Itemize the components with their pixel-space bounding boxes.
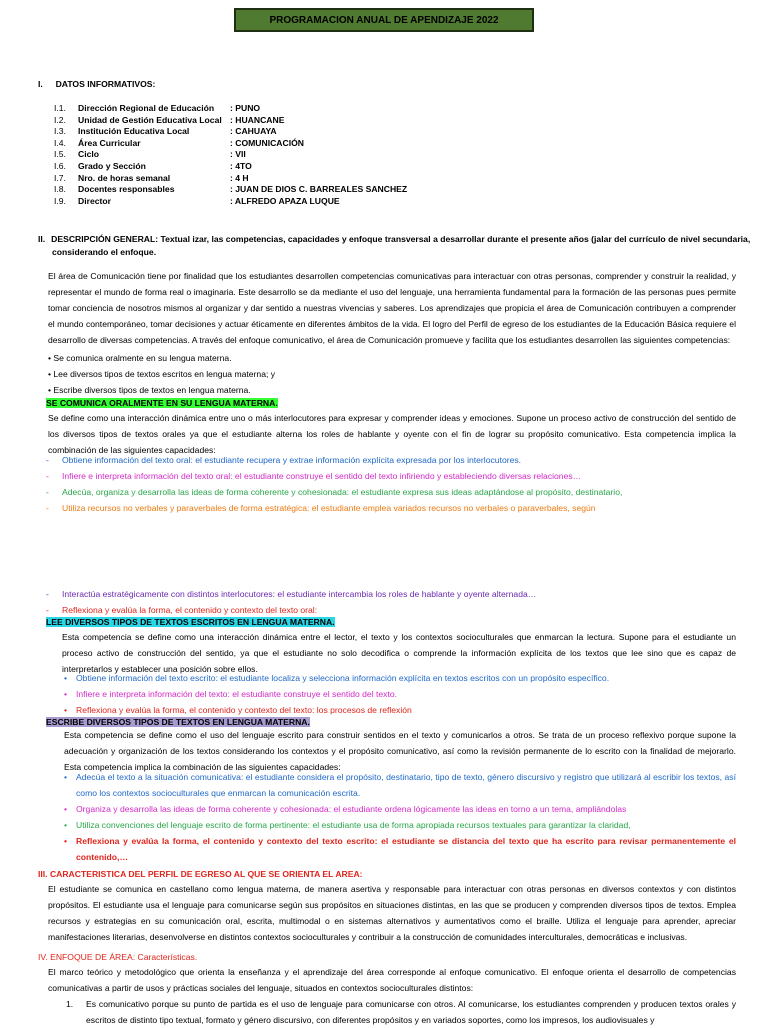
list-item: - Adecúa, organiza y desarrolla las ideas de forma coherente y cohesionada: el estudiante expresa sus ideas adaptándose al propósito, destinatario, [46, 487, 623, 497]
list-item: • Organiza y desarrolla las ideas de forma coherente y cohesionada: el estudiante ordena lógicamente las ideas en torno a un tema, ampliándolas [64, 804, 627, 814]
list-item: - Utiliza recursos no verbales y paraverbales de forma estratégica: el estudiante emplea variados recursos no verbales o paraverbales, según [46, 503, 596, 513]
comp-lee-capacidades [64, 670, 609, 718]
list-item: • Adecúa el texto a la situación comunicativa: el estudiante considera el propósito, destinatario, tipo de texto, género discursivo y registro que utilizará al escribir los textos, así como los contextos socioculturales que enmarcan la comunicación escrita. [64, 772, 736, 798]
section3-text: El estudiante se comunica en castellano como lengua materna, de manera asertiva y responsable para interactuar con otras personas en diversos contextos y con distintos propósitos. El estudiante usa el lenguaje para comunicarse según sus propósitos en situaciones distintas, en las que se producen y comprenden diversos tipos de textos. Emplea recursos y estrategias en su comunicación oral, escrita, multimodal o en sistemas alternativos y aumentativos como el braille. Utiliza el lenguaje para aprender, apreciar manifestaciones literarias, desenvolverse en distintos contextos socioculturales y contribuir a la construcción de comunidades interculturales, democráticas e inclusivas. [48, 884, 736, 942]
list-item: - Interactúa estratégicamente con distintos interlocutores: el estudiante intercambia los roles de hablante y oyente alternada… [46, 589, 537, 599]
comp-escribe-text: Esta competencia se define como el uso del lenguaje escrito para construir sentidos en el texto y comunicarlos a otros. Se trata de un proceso reflexivo porque supone la adecuación y organización de los textos considerando los contextos y el propósito comunicativo, así como la revisión permanente de lo escrito con la finalidad de mejorarlo. Esta competencia implica la combinación de las siguientes capacidades: [64, 730, 736, 772]
section2-title: DESCRIPCIÓN GENERAL: Textual izar, las competencias, capacidades y enfoque transversal a desarrollar durante el presente años (jalar del currículo de nivel secundaria, [51, 234, 751, 244]
list-item: • Lee diversos tipos de textos escritos en lengua materna; y [48, 369, 276, 379]
comp-lee-heading: LEE DIVERSOS TIPOS DE TEXTOS ESCRITOS EN LENGUA MATERNA. [46, 617, 335, 627]
section2-number: II. [38, 234, 46, 244]
list-item: - Infiere e interpreta información del texto oral: el estudiante construye el sentido del texto infiriendo y estableciendo diversas relaciones… [46, 471, 582, 481]
comp-escribe-heading: ESCRIBE DIVERSOS TIPOS DE TEXTOS EN LENGUA MATERNA. [46, 717, 310, 727]
datos-row: I.8. Docentes responsables : JUAN DE DIOS C. BARREALES SANCHEZ [54, 184, 408, 195]
list-item: • Obtiene información del texto escrito: el estudiante localiza y selecciona información explícita en textos escritos con un propósito específico. [64, 673, 610, 683]
comp-oral-heading: SE COMUNICA ORALMENTE EN SU LENGUA MATERNA. [46, 398, 278, 408]
list-item: • Se comunica oralmente en su lengua materna. [48, 353, 232, 363]
datos-row: I.4. Área Curricular : COMUNICACIÓN [54, 137, 304, 148]
datos-row: I.1. Dirección Regional de Educación : PUNO [54, 103, 261, 113]
section2-title-cont: considerando el enfoque. [52, 247, 157, 257]
section4-heading: IV. ENFOQUE DE ÁREA: Características. [38, 952, 198, 962]
comp-oral-text: Se define como una interacción dinámica entre uno o más interlocutores para expresar y comprender ideas y emociones. Supone un proceso activo de construcción del sentido de los diversos tipos de textos orales ya que el estudiante alterna los roles de hablante y oyente con el fin de lograr su propósito comunicativo. Esta competencia implica la combinación de las siguientes capacidades: [48, 413, 736, 455]
section4-text: El marco teórico y metodológico que orienta la enseñanza y el aprendizaje del área corresponde al enfoque comunicativo. El enfoque orienta el desarrollo de competencias comunicativas a partir de usos y prácticas sociales del lenguaje, situados en contextos socioculturales distintos: [48, 967, 736, 993]
datos-row: I.3. Institución Educativa Local : CAHUAYA [54, 126, 277, 137]
datos-informativos-table [54, 103, 407, 207]
section3-heading: III. CARACTERISTICA DEL PERFIL DE EGRESO AL QUE SE ORIENTA EL AREA: [38, 869, 363, 879]
list-item: • Utiliza convenciones del lenguaje escrito de forma pertinente: el estudiante usa de forma apropiada recursos textuales para garantizar la claridad, [64, 820, 631, 830]
item-text: Es comunicativo porque su punto de partida es el uso de lenguaje para comunicarse con otros. Al comunicarse, los estudiantes comprenden y producen textos orales y escritos de distinto tipo textual, formato y género discursivo, con diferentes propósitos y en variados soportes, como los impresos, los audiovisuales y [86, 999, 736, 1025]
list-item: • Escribe diversos tipos de textos en lengua materna. [48, 385, 251, 395]
list-item: • Infiere e interpreta información del texto: el estudiante construye el sentido del texto. [64, 689, 398, 699]
section1-heading [38, 78, 155, 90]
section2-heading [38, 233, 751, 259]
datos-row: I.5. Ciclo : VII [54, 149, 246, 160]
competencias-list [48, 350, 275, 398]
section1-number: I. [38, 79, 43, 89]
datos-row: I.7. Nro. de horas semanal : 4 H [54, 172, 249, 183]
document-title-banner [234, 8, 534, 32]
comp-escribe-capacidades [64, 769, 736, 865]
section4-item1 [66, 996, 736, 1028]
list-item: - Obtiene información del texto oral: el estudiante recupera y extrae información explícita expresada por los interlocutores. [46, 455, 522, 465]
document-title: PROGRAMACION ANUAL DE APENDIZAJE 2022 [269, 14, 499, 26]
datos-row: I.6. Grado y Sección : 4TO [54, 160, 252, 171]
comp-oral-capacidades-cont [46, 586, 536, 618]
comp-oral-capacidades [46, 452, 622, 516]
datos-row: I.2. Unidad de Gestión Educativa Local : HUANCANE [54, 114, 285, 125]
list-item: • Reflexiona y evalúa la forma, el contenido y contexto del texto escrito: el estudiante se distancia del texto que ha escrito para revisar permanentemente el contenido,… [64, 836, 736, 862]
section2-intro: El área de Comunicación tiene por finalidad que los estudiantes desarrollen competencias comunicativas para interactuar con otras personas, comprender y construir la realidad, y representar el mundo de forma real o imaginaria. Este desarrollo se da mediante el uso del lenguaje, una herramienta fundamental para la formación de las personas pues permite tomar conciencia de nosotros mismos al organizar y dar sentido a nuestras vivencias y saberes. Los aprendizajes que propicia el área de Comunicación contribuyen a comprender el mundo contemporáneo, tomar decisiones y actuar éticamente en diferentes ámbitos de la vida. El logro del Perfil de egreso de los estudiantes de la Educación Básica requiere el desarrollo de diversas competencias. A través del enfoque comunicativo, el área de Comunicación promueve y facilita que los estudiantes desarrollen las siguientes competencias: [48, 271, 736, 345]
comp-lee-text: Esta competencia se define como una interacción dinámica entre el lector, el texto y los contextos socioculturales que enmarcan la lectura. Supone para el estudiante un proceso activo de construcción del sentido, ya que el estudiante no solo decodifica o comprende la información explícita de los textos que lee sino que es capaz de interpretarlos y establecer una posición sobre ellos. [62, 632, 736, 674]
list-item: • Reflexiona y evalúa la forma, el contenido y contexto del texto: los procesos de reflexión [64, 705, 412, 715]
list-item: - Reflexiona y evalúa la forma, el contenido y contexto del texto oral: [46, 605, 318, 615]
section1-title: DATOS INFORMATIVOS: [55, 79, 156, 89]
datos-row: I.9. Director : ALFREDO APAZA LUQUE [54, 195, 340, 206]
item-number: 1. [66, 999, 74, 1009]
